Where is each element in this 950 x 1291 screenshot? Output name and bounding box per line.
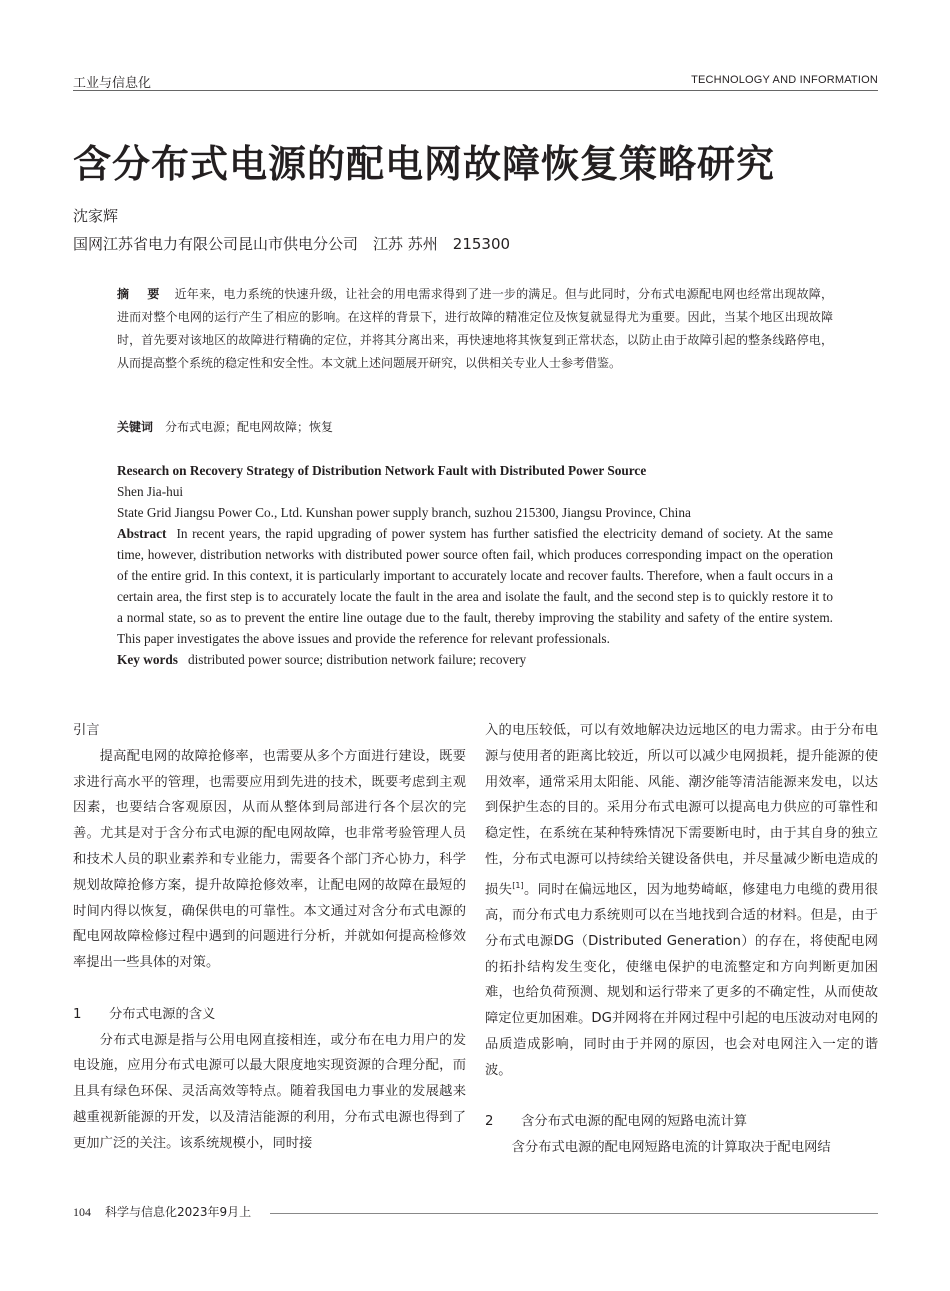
- en-abstract-block: [117, 460, 833, 670]
- cn-keywords-text: 分布式电源；配电网故障；恢复: [165, 420, 334, 434]
- body-column-left: [73, 718, 466, 1157]
- page-footer: [73, 1203, 251, 1220]
- section-1-heading: [73, 1002, 466, 1028]
- section-2-title: 含分布式电源的配电网的短路电流计算: [521, 1114, 748, 1130]
- en-abstract-text: In recent years, the rapid upgrading of power system has further satisfied the electricity demand of society. At the same time, however, distribution networks with distributed power source often fail, which produces corresponding impact on the operation of the entire grid. In this context, it is particularly important to accurately locate and recover faults. Therefore, when a fault occurs in a certain area, the first step is to accurately locate the fault in the area and isolate the fault, and the second step is to quickly restore it to a normal state, so as to prevent the entire line outage due to the fault, thereby improving the stability and safety of the entire system. This paper investigates the above issues and provide the reference for relevant professionals.: [117, 526, 833, 646]
- section-1-paragraph-cont: 入的电压较低，可以有效地解决边远地区的电力需求。由于分布电源与使用者的距离比较近，所以可以减少电网损耗，提升能源的使用效率，通常采用太阳能、风能、潮汐能等清洁能源来发电，以达到保护生态的目的。采用分布式电源可以提高电力供应的可靠性和稳定性，在系统在某种特殊情况下需要断电时，由于其自身的独立性，分布式电源可以持续给关键设备供电，并尽量减少断电造成的损失[1]。同时在偏远地区，因为地势崎岖，修建电力电缆的费用很高，而分布式电力系统则可以在当地找到合适的材料。但是，由于分布式电源DG（Distributed Generation）的存在，将使配电网的拓扑结构发生变化，使继电保护的电流整定和方向判断更加困难，也给负荷预测、规划和运行带来了更多的不确定性，从而使故障定位更加困难。DG并网将在并网过程中引起的电压波动对电网的品质造成影响，同时由于并网的原因，也会对电网注入一定的谐波。: [485, 723, 879, 1078]
- section-2-heading: [485, 1109, 878, 1135]
- en-affiliation: State Grid Jiangsu Power Co., Ltd. Kunshan power supply branch, suzhou 215300, Jiangsu Province, China: [117, 505, 691, 520]
- journal-issue: 科学与信息化2023年9月上: [105, 1205, 252, 1219]
- section-1-title: 分布式电源的含义: [109, 1006, 216, 1022]
- author: 沈家辉: [73, 207, 119, 225]
- en-abstract-label: Abstract: [117, 526, 167, 541]
- cn-abstract: [117, 283, 833, 375]
- paper-title: 含分布式电源的配电网故障恢复策略研究: [73, 141, 776, 186]
- intro-heading: 引言: [73, 723, 100, 738]
- cn-keywords-label: 关键词: [117, 420, 154, 434]
- cn-abstract-label: 摘 要: [117, 287, 163, 301]
- cn-keywords: [117, 418, 333, 435]
- cn-abstract-text: 近年来，电力系统的快速升级，让社会的用电需求得到了进一步的满足。但与此同时，分布式电源配电网也经常出现故障，进而对整个电网的运行产生了相应的影响。在这样的背景下，进行故障的精准定位及恢复就显得尤为重要。因此，当某个地区出现故障时，首先要对该地区的故障进行精确的定位，并将其分离出来，再快速地将其恢复到正常状态，以防止由于故障引起的整条线路停电，从而提高整个系统的稳定性和安全性。本文就上述问题展开研究，以供相关专业人士参考借鉴。: [117, 287, 833, 370]
- citation: [1]: [512, 880, 524, 890]
- footer-divider: [270, 1213, 878, 1214]
- en-author: Shen Jia-hui: [117, 484, 184, 499]
- en-abstract: [117, 523, 833, 649]
- page-number: 104: [73, 1205, 91, 1219]
- en-title: Research on Recovery Strategy of Distribution Network Fault with Distributed Power Source: [117, 463, 647, 478]
- section-1-number: 1: [73, 1006, 82, 1022]
- en-keywords-text: distributed power source; distribution network failure; recovery: [187, 652, 527, 667]
- intro-paragraph: 提高配电网的故障抢修率，也需要从多个方面进行建设，既要求进行高水平的管理，也需要应用到先进的技术，既要考虑到主观因素，也要结合客观原因，从而从整体到局部进行各个层次的完善。尤其是对于含分布式电源的配电网故障，也非常考验管理人员和技术人员的职业素养和专业能力，需要各个部门齐心协力，科学规划故障抢修方案，提升故障抢修效率，让配电网的故障在最短的时间内得以恢复，确保供电的可靠性。本文通过对含分布式电源的配电网故障检修过程中遇到的问题进行分析，并就如何提高检修效率提出一些具体的对策。: [73, 748, 466, 971]
- section-2-number: 2: [485, 1114, 494, 1130]
- section-2-paragraph: 含分布式电源的配电网短路电流的计算取决于配电网结: [511, 1140, 831, 1156]
- affiliation: 国网江苏省电力有限公司昆山市供电分公司 江苏 苏州 215300: [73, 235, 511, 253]
- header-divider: [73, 90, 878, 91]
- body-column-right: [485, 718, 878, 1161]
- journal-section-label-en: TECHNOLOGY AND INFORMATION: [691, 74, 878, 86]
- en-keywords: [117, 649, 833, 670]
- section-1-paragraph: 分布式电源是指与公用电网直接相连，或分布在电力用户的发电设施，应用分布式电源可以最大限度地实现资源的合理分配，而且具有绿色环保、灵活高效等特点。随着我国电力事业的发展越来越重视新能源的开发，以及清洁能源的利用，分布式电源也得到了更加广泛的关注。该系统规模小，同时接: [73, 1032, 466, 1151]
- en-keywords-label: Key words: [117, 652, 178, 667]
- journal-section-label: 工业与信息化: [73, 76, 152, 91]
